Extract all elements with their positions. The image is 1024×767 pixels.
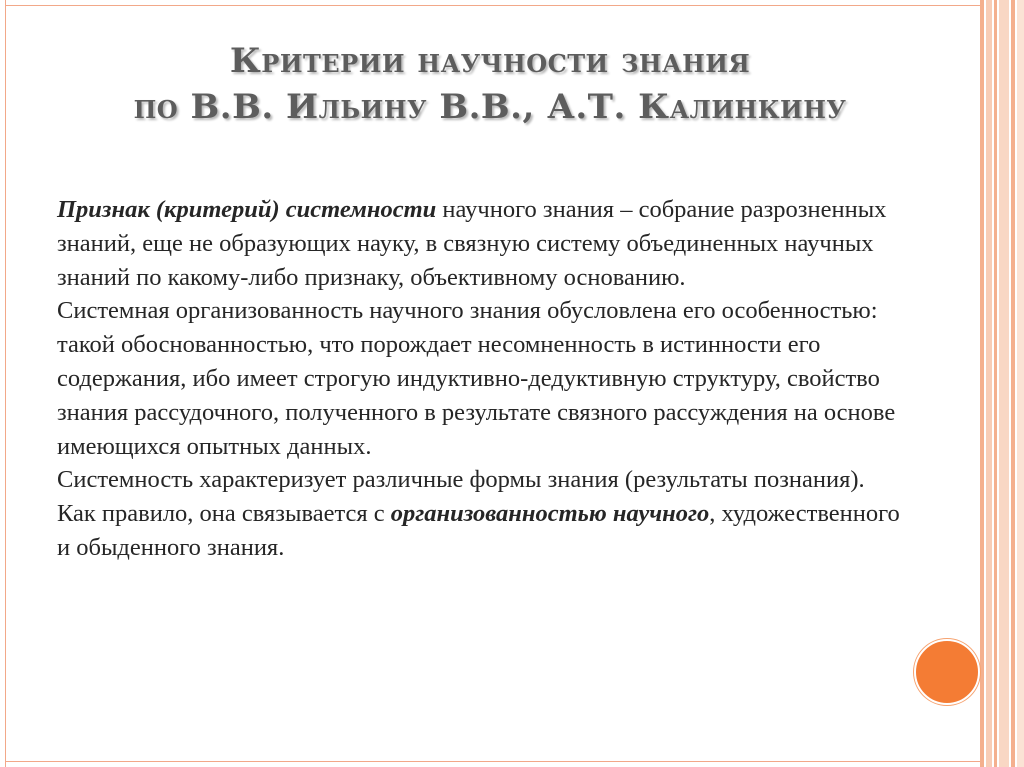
scientific-organization-term: организованностью научного xyxy=(390,500,710,528)
decorative-stripe xyxy=(999,0,1009,767)
frame-bottom-line xyxy=(5,761,983,762)
body-paragraph-1-text: научного знания – собрание разрозненных знаний, еще не образующих науку, в связную систему объединенных научных знаний по какому-либо признаку, объективному основанию. xyxy=(57,196,887,291)
body-paragraph-3 xyxy=(57,463,907,564)
body-paragraph-3-end: , художественного и обыденного знания. xyxy=(57,500,900,561)
decorative-stripe xyxy=(986,0,992,767)
systemness-criterion-term: Признак (критерий) системности xyxy=(57,196,437,223)
frame-left-line xyxy=(5,0,6,767)
slide-body xyxy=(57,193,907,565)
body-paragraph-3-start: Системность характеризует различные формы знания (результаты познания). Как правило, она связывается с xyxy=(57,466,865,528)
decorative-stripe xyxy=(994,0,997,767)
slide-title-line-1: Критерии научности знания xyxy=(229,41,751,81)
decorative-stripe xyxy=(1011,0,1015,767)
body-paragraph-1 xyxy=(57,193,907,294)
frame-top-line xyxy=(5,5,983,6)
orange-circle-decoration xyxy=(914,639,980,705)
decorative-stripe xyxy=(980,0,984,767)
body-paragraph-2: Системная организованность научного знания обусловлена его особенностью: такой обоснованностью, что порождает несомненность в истинности его содержания, ибо имеет строгую индуктивно-дедуктивную структуру, свойство знания рассудочного, полученного в результате связного рассуждения на основе имеющихся опытных данных. xyxy=(57,297,896,460)
slide-title xyxy=(60,38,920,130)
slide-title-line-2: по В.В. Ильину В.В., А.Т. Калинкину xyxy=(133,87,847,127)
decorative-stripe xyxy=(1017,0,1024,767)
